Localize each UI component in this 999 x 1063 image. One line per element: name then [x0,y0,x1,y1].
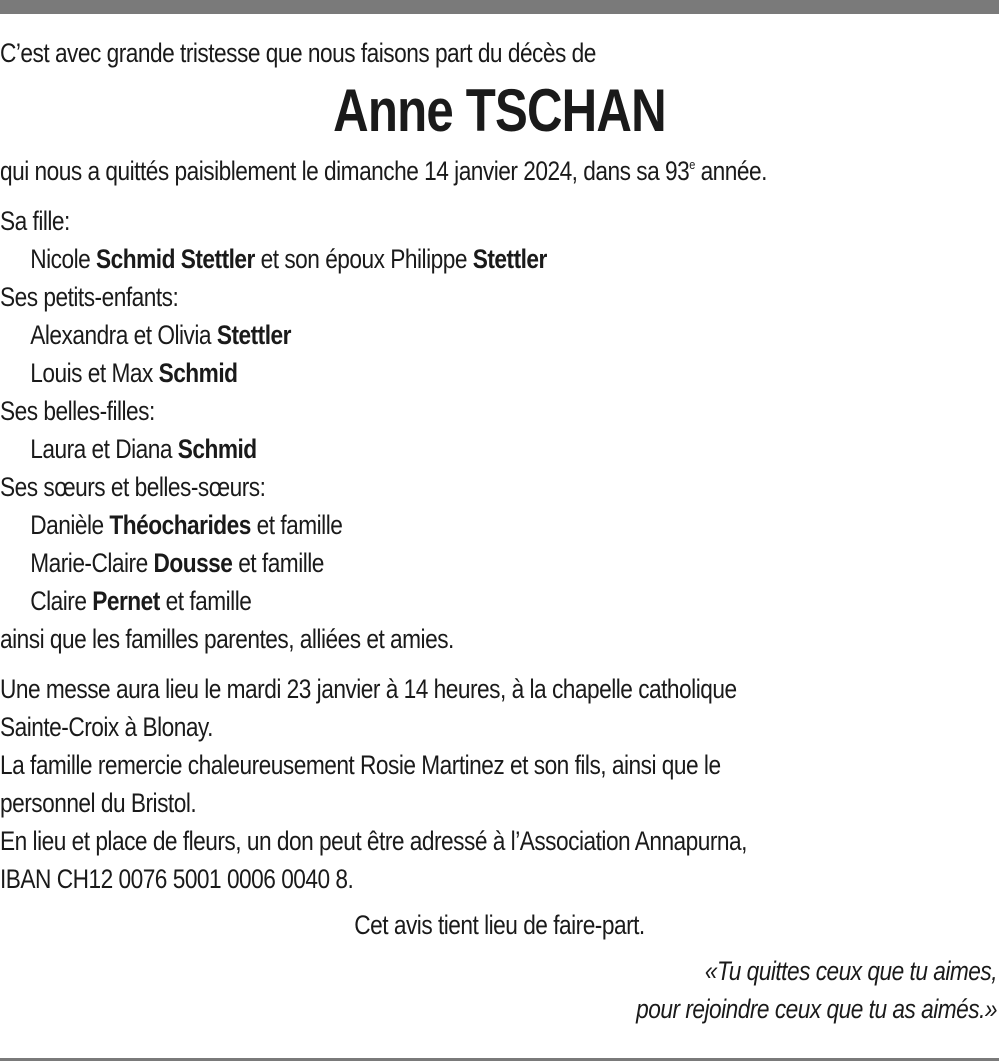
grandchild-surname: Schmid [158,358,238,388]
sister-entry [0,582,839,620]
top-rule [0,0,999,14]
sister-entry [0,544,839,582]
death-text: qui nous a quittés paisiblement le dimanche 14 janvier 2024, dans sa 93 [0,156,690,186]
sister-surname: Théocharides [109,510,251,540]
thanks-line: La famille remercie chaleureusement Rosie Martinez et son fils, ainsi que le [0,750,721,780]
grandchild-first: Alexandra et Olivia [30,320,217,350]
quote-line: «Tu quittes ceux que tu aimes, [704,956,997,986]
grandchild-surname: Stettler [216,320,291,350]
donation-line: En lieu et place de fleurs, un don peut être adressé à l’Association Annapurna, [0,826,747,856]
sister-first: Claire [30,586,93,616]
grandchild-entry [0,316,839,354]
daughter-in-law-first: Laura et Diana [30,434,178,464]
daughter-mid: et son époux Philippe [254,244,473,274]
daughters-in-law-heading: Ses belles-filles: [0,396,155,426]
family-list [0,202,999,658]
grandchild-first: Louis et Max [30,358,159,388]
grandchild-entry [0,354,839,392]
sister-suffix: et famille [250,510,343,540]
thanks-line: personnel du Bristol. [0,788,197,818]
death-line [0,146,839,190]
intro-text: C’est avec grande tristesse que nous faisons part du décès de [0,38,596,68]
grandchildren-heading: Ses petits-enfants: [0,282,179,312]
faire-part-notice: Cet avis tient lieu de faire-part. [354,910,645,940]
sister-entry [0,506,839,544]
sisters-heading: Ses sœurs et belles-sœurs: [0,472,266,502]
service-line: Une messe aura lieu le mardi 23 janvier à 14 heures, à la chapelle catholique [0,674,737,704]
sister-first: Danièle [30,510,110,540]
daughter-surname-2: Stettler [472,244,547,274]
sister-suffix: et famille [159,586,252,616]
daughter-heading: Sa fille: [0,206,70,236]
sister-surname: Pernet [92,586,160,616]
service-line: Sainte-Croix à Blonay. [0,712,213,742]
bottom-rule [0,1058,999,1061]
sister-suffix: et famille [232,548,324,578]
daughter-in-law-surname: Schmid [177,434,257,464]
obituary-notice [0,34,999,1028]
death-suffix: année. [694,156,767,186]
family-closing: ainsi que les familles parentes, alliées et amies. [0,624,454,654]
daughter-entry [0,240,839,278]
sister-first: Marie-Claire [30,548,154,578]
daughter-first: Nicole [30,244,97,274]
donation-line: IBAN CH12 0076 5001 0006 0040 8. [0,864,354,894]
service-info [0,670,999,898]
quote-line: pour rejoindre ceux que tu as aimés.» [636,994,997,1024]
closing-quote [0,952,999,1028]
death-superscript: e [689,157,695,172]
sister-surname: Dousse [153,548,233,578]
daughter-surname: Schmid Stettler [96,244,255,274]
daughter-in-law-entry [0,430,839,468]
deceased-name: Anne TSCHAN [333,77,666,144]
